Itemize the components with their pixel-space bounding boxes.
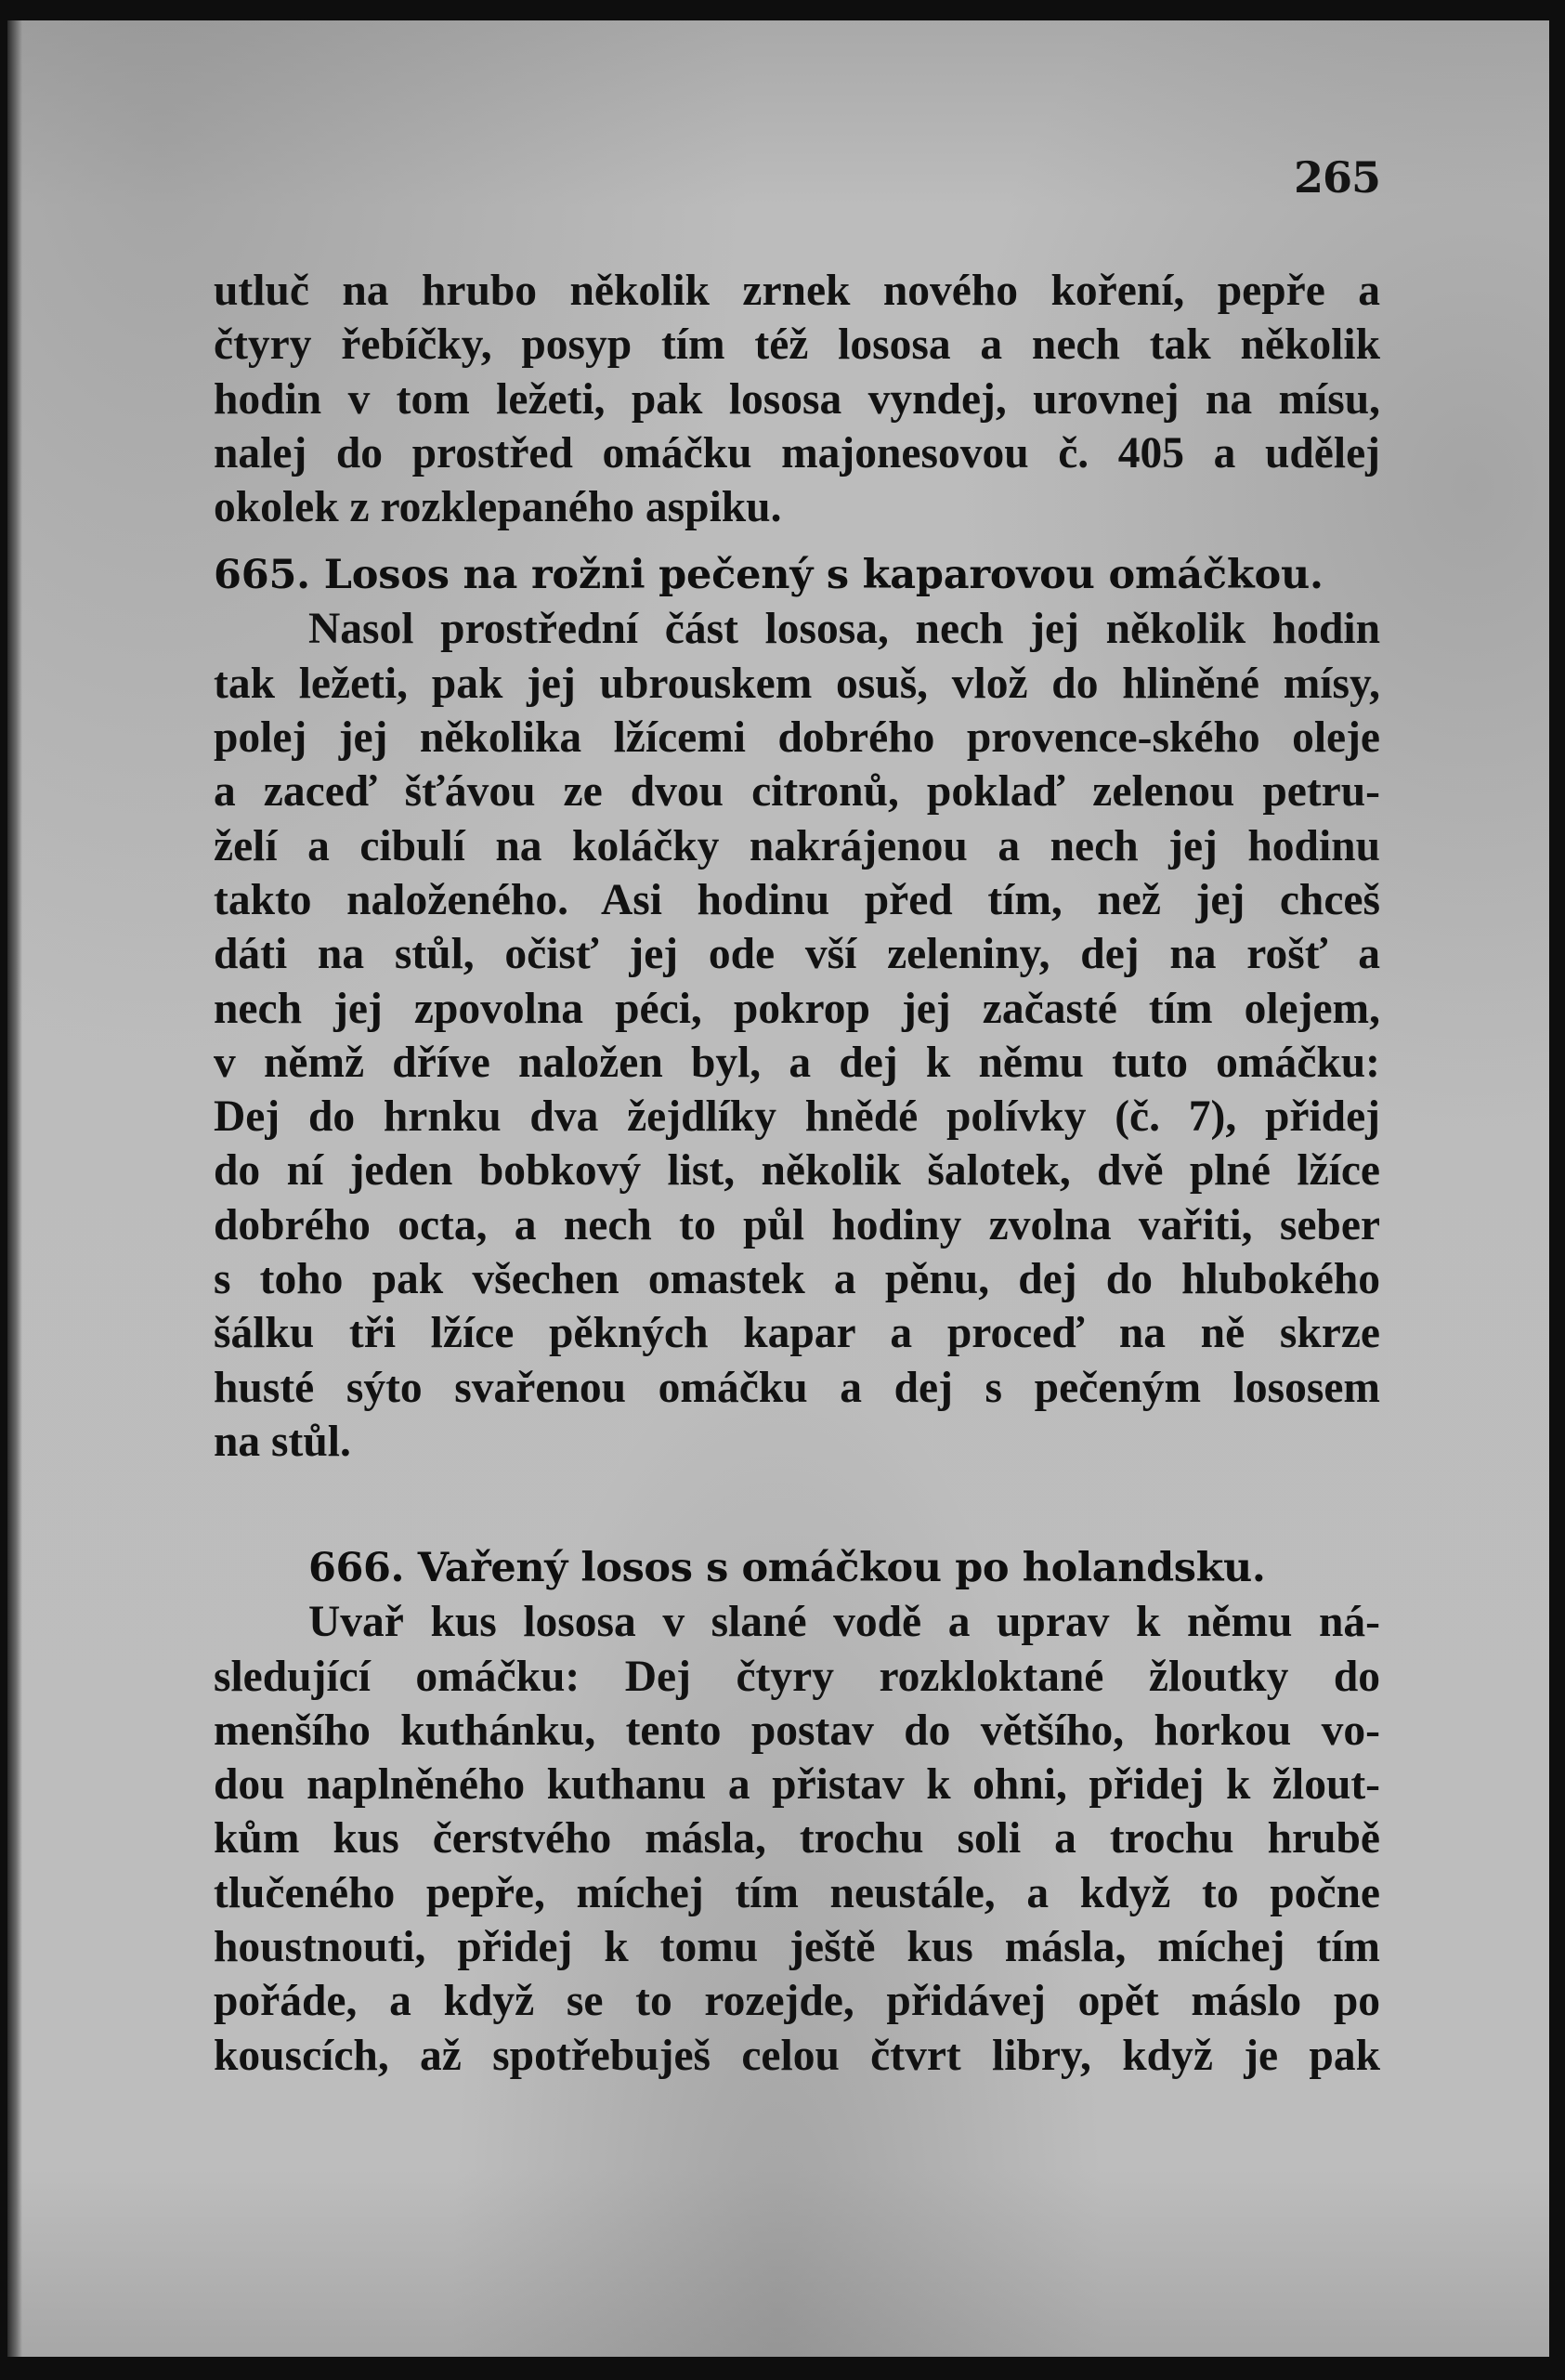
text-line: nech jej zpovolna péci, pokrop jej začasté tím olejem, (214, 984, 1380, 1033)
text-line: čtyry řebíčky, posyp tím též lososa a nech tak několik (214, 320, 1380, 370)
page-edge-shadow (7, 20, 22, 2357)
text-line: dáti na stůl, očisť jej ode vší zeleniny, dej na rošť a (214, 930, 1380, 979)
recipe-666-heading: 666. Vařený losos s omáčkou po holandsku. (308, 1545, 1266, 1592)
text-line: kouscích, až spotřebuješ celou čtvrt libry, když je pak (214, 2031, 1380, 2080)
text-line: okolek z rozklepaného aspiku. (214, 483, 782, 532)
recipe-665-body (214, 602, 1380, 1469)
text-line: s toho pak všechen omastek a pěnu, dej do hlubokého (214, 1255, 1380, 1304)
continuation-paragraph (214, 264, 1380, 534)
recipe-665-heading: 665. Losos na rožni pečený s kaparovou omáčkou. (214, 552, 1324, 599)
text-line: hodin v tom ležeti, pak lososa vyndej, urovnej na mísu, (214, 374, 1380, 424)
text-line: husté sýto svařenou omáčku a dej s pečeným lososem (214, 1363, 1380, 1412)
text-line: v němž dříve naložen byl, a dej k němu tuto omáčku: (214, 1038, 1380, 1087)
text-line: šálku tři lžíce pěkných kapar a proceď na ně skrze (214, 1309, 1380, 1358)
text-line: Dej do hrnku dva žejdlíky hnědé polívky (č. 7), přidej (214, 1092, 1380, 1142)
text-line: dou naplněného kuthanu a přistav k ohni, přidej k žlout- (214, 1760, 1380, 1810)
text-line: nalej do prostřed omáčku majonesovou č. 405 a udělej (214, 428, 1380, 477)
text-line: sledující omáčku: Dej čtyry rozkloktané žloutky do (214, 1652, 1380, 1701)
text-line: Nasol prostřední část lososa, nech jej několik hodin (308, 605, 1380, 654)
text-line: utluč na hrubo několik zrnek nového koření, pepře a (214, 267, 1380, 315)
text-line: želí a cibulí na koláčky nakrájenou a nech jej hodinu (214, 821, 1380, 870)
text-line: do ní jeden bobkový list, několik šalotek, dvě plné lžíce (214, 1146, 1380, 1196)
page-number: 265 (1294, 152, 1381, 203)
text-line: menšího kuthánku, tento postav do většího, horkou vo- (214, 1706, 1380, 1755)
recipe-666-body (214, 1595, 1380, 2083)
text-line: tlučeného pepře, míchej tím neustále, a když to počne (214, 1868, 1380, 1917)
text-line: houstnouti, přidej k tomu ještě kus másla, míchej tím (214, 1923, 1380, 1972)
text-line: Uvař kus lososa v slané vodě a uprav k němu ná- (308, 1598, 1380, 1647)
text-line: tak ležeti, pak jej ubrouskem osuš, vlož do hliněné mísy, (214, 659, 1380, 708)
text-line: dobrého octa, a nech to půl hodiny zvolna vařiti, seber (214, 1200, 1380, 1249)
text-line: na stůl. (214, 1417, 351, 1466)
text-line: pořáde, a když se to rozejde, přidávej opět máslo po (214, 1977, 1380, 2026)
page-body (214, 264, 1380, 2083)
book-page (7, 20, 1549, 2357)
text-line: kům kus čerstvého másla, trochu soli a trochu hrubě (214, 1814, 1380, 1863)
text-line: takto naloženého. Asi hodinu před tím, než jej chceš (214, 875, 1380, 924)
text-line: a zaceď šťávou ze dvou citronů, poklaď zelenou petru- (214, 767, 1380, 817)
text-line: polej jej několika lžícemi dobrého provence-ského oleje (214, 713, 1380, 763)
